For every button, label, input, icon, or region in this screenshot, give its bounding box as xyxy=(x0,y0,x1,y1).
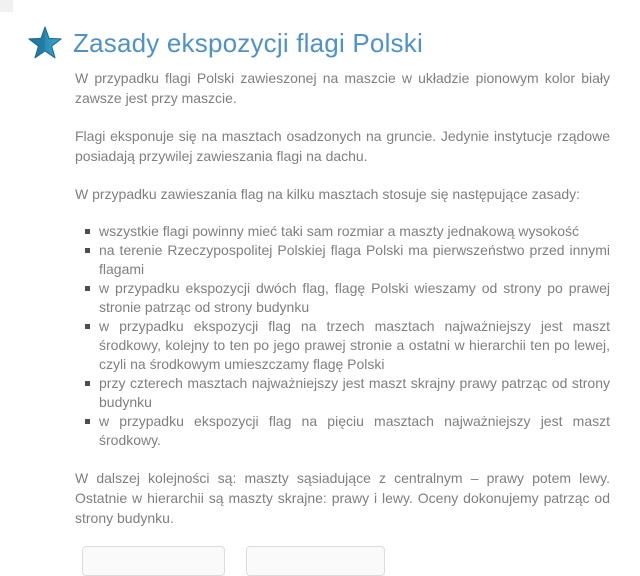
article-header xyxy=(0,0,640,60)
list-item-three-masts: w przypadku ekspozycji flag na trzech masztach najważniejszy jest maszt środkowy, kolejny to ten po jego prawej stronie a ostatni w hierarchii ten po lewej, czyli na środkowym umieszczamy flagę Polski xyxy=(99,318,610,372)
list-item-five-masts: w przypadku ekspozycji flag na pięciu masztach najważniejszy jest maszt środkowy. xyxy=(99,413,610,448)
page-title: Zasady ekspozycji flagi Polski xyxy=(73,27,423,58)
list-item-two-flags: w przypadku ekspozycji dwóch flag, flagę Polski wieszamy od strony po prawej stronie patrząc od strony budynku xyxy=(99,280,610,315)
list-item-same-size: wszystkie flagi powinny mieć taki sam rozmiar a maszty jednakową wysokość xyxy=(99,222,610,241)
actions-row xyxy=(82,546,610,576)
star-icon xyxy=(28,26,62,60)
article-content xyxy=(75,68,610,576)
list-item-four-masts: przy czterech masztach najważniejszy jest maszt skrajny prawy patrząc od strony budynku xyxy=(99,375,610,410)
paragraph-masts-ground: Flagi eksponuje się na masztach osadzonych na gruncie. Jedynie instytucje rządowe posiadają przywilej zawieszania flagi na dachu. xyxy=(75,128,610,164)
partial-button-left[interactable] xyxy=(82,546,225,576)
flag-rules-list xyxy=(75,222,610,450)
list-item-precedence: na terenie Rzeczypospolitej Polskiej flaga Polski ma pierwszeństwo przed innymi flagami xyxy=(99,242,610,277)
corner-artifact xyxy=(0,0,13,12)
paragraph-rules-intro: W przypadku zawieszania flag na kilku masztach stosuje się następujące zasady: xyxy=(75,186,581,202)
partial-button-right[interactable] xyxy=(246,546,385,576)
paragraph-flag-vertical: W przypadku flagi Polski zawieszonej na maszcie w układzie pionowym kolor biały zawsze jest przy maszcie. xyxy=(75,70,610,106)
paragraph-closing: W dalszej kolejności są: maszty sąsiadujące z centralnym – prawy potem lewy. Ostatnie w hierarchii są maszty skrajne: prawy i lewy. Oceny dokonujemy patrząc od strony budynku. xyxy=(75,470,610,526)
